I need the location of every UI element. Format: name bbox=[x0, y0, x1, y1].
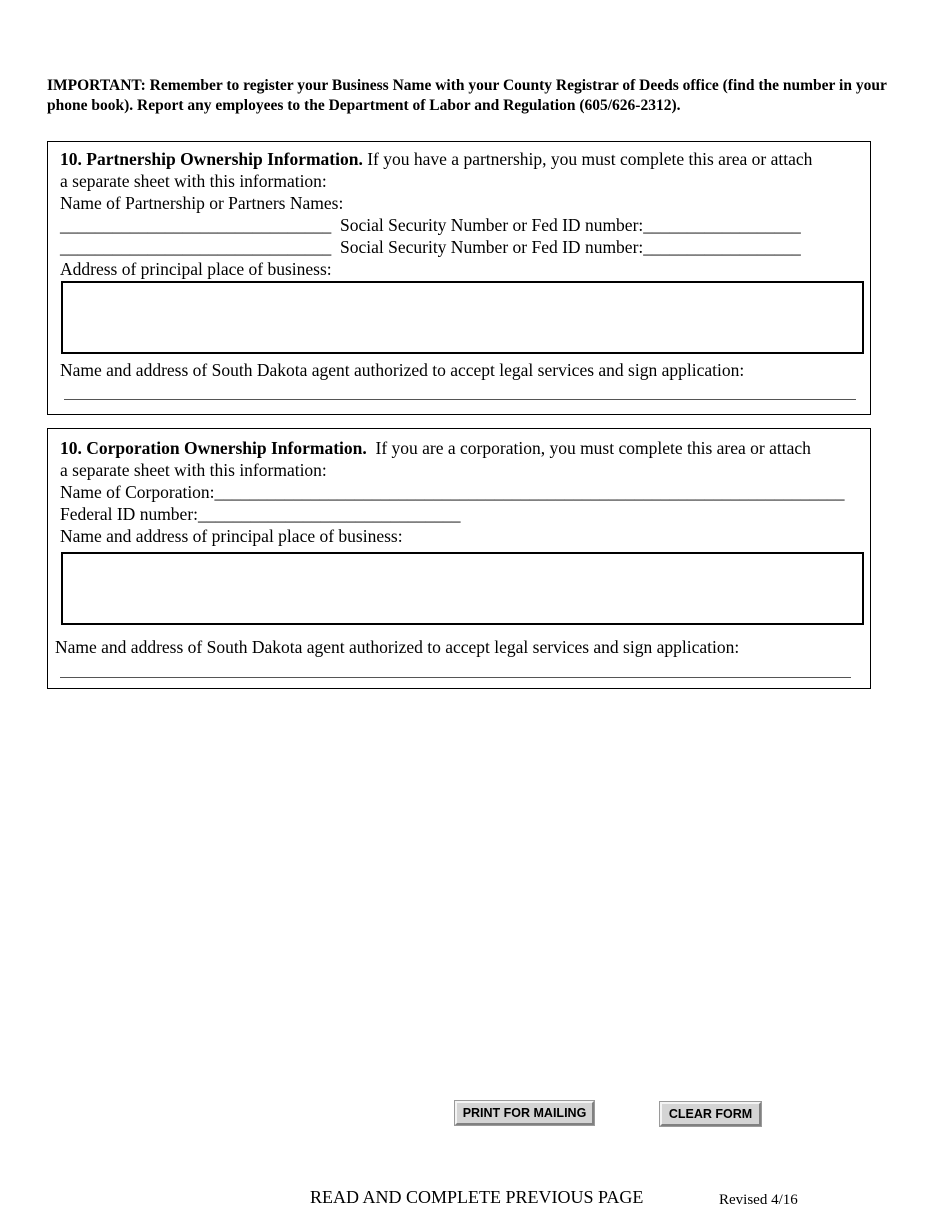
clear-form-button[interactable]: CLEAR FORM bbox=[660, 1102, 761, 1126]
corporation-name-label[interactable]: Name of Corporation:________________________________________________________________________ bbox=[60, 482, 845, 502]
partner-row-2[interactable]: _______________________________ Social Security Number or Fed ID number:__________________ bbox=[60, 237, 801, 257]
corporation-address-field[interactable] bbox=[61, 552, 864, 625]
corporation-agent-label: Name and address of South Dakota agent authorized to accept legal services and sign application: bbox=[55, 637, 740, 657]
partnership-agent-label: Name and address of South Dakota agent authorized to accept legal services and sign application: bbox=[60, 360, 745, 380]
partner-row-1[interactable]: _______________________________ Social Security Number or Fed ID number:__________________ bbox=[60, 215, 801, 235]
partnership-intro-cont: a separate sheet with this information: bbox=[60, 171, 327, 191]
partnership-agent-line[interactable] bbox=[64, 399, 856, 400]
federal-id-label[interactable]: Federal ID number:______________________________ bbox=[60, 504, 461, 524]
partnership-heading-line bbox=[60, 148, 812, 170]
partnership-heading: 10. Partnership Ownership Information. bbox=[60, 149, 363, 169]
partnership-address-label: Address of principal place of business: bbox=[60, 259, 332, 279]
corporation-intro-cont: a separate sheet with this information: bbox=[60, 460, 327, 480]
print-for-mailing-button[interactable]: PRINT FOR MAILING bbox=[455, 1101, 594, 1125]
partnership-address-field[interactable] bbox=[61, 281, 864, 354]
corporation-intro: If you are a corporation, you must complete this area or attach bbox=[366, 438, 811, 458]
partners-names-label: Name of Partnership or Partners Names: bbox=[60, 193, 344, 213]
revision-note: Revised 4/16 bbox=[719, 1192, 798, 1208]
corporation-heading-line bbox=[60, 437, 811, 459]
footer-instruction: READ AND COMPLETE PREVIOUS PAGE bbox=[310, 1187, 644, 1207]
corporation-agent-line[interactable] bbox=[60, 677, 851, 678]
partnership-intro: If you have a partnership, you must complete this area or attach bbox=[362, 149, 813, 169]
corporation-heading: 10. Corporation Ownership Information. bbox=[60, 438, 367, 458]
corporation-address-label: Name and address of principal place of business: bbox=[60, 526, 403, 546]
important-notice: IMPORTANT: Remember to register your Business Name with your County Registrar of Deeds office (find the number in your phone book). Report any employees to the Department of Labor and Regulation (605/626-2312). bbox=[47, 77, 887, 114]
